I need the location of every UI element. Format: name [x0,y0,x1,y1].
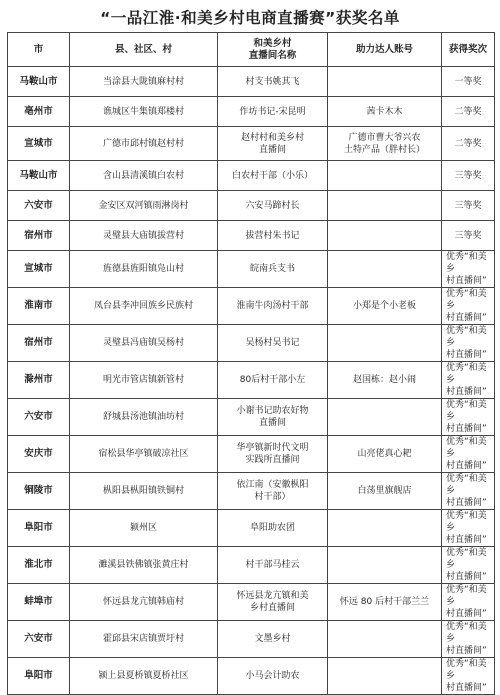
table-row [8,97,495,127]
helper-account-cell: 赵国栋：赵小闹 [328,362,442,399]
table-row [8,221,495,251]
room-name-cell: 怀远县龙亢镇和美 乡村直播间 [218,584,328,621]
city-cell: 马鞍山市 [8,67,70,97]
room-name-cell: 阜阳助农团 [218,510,328,547]
city-cell: 宿州市 [8,221,70,251]
city-cell: 淮北市 [8,547,70,584]
helper-account-cell [328,510,442,547]
header-city: 市 [8,33,70,67]
table-row [8,399,495,436]
award-cell: 优秀“和美乡 村直播间” [442,658,495,695]
room-name-cell: 村干部马桂云 [218,547,328,584]
city-cell: 滁州市 [8,362,70,399]
room-name-cell: 小谢书记助农好物 直播间 [218,399,328,436]
table-row [8,127,495,161]
room-name-cell: 华亭镇新时代文明 实践所直播间 [218,436,328,473]
city-cell: 六安市 [8,621,70,658]
award-cell: 优秀“和美乡 村直播间” [442,436,495,473]
header-room-name: 和美乡村 直播间名称 [218,33,328,67]
award-cell: 优秀“和美乡 村直播间” [442,547,495,584]
village-cell: 枞阳县枞阳镇铁铜村 [70,473,218,510]
table-row [8,658,495,695]
village-cell: 明光市管店镇新管村 [70,362,218,399]
award-cell: 优秀“和美乡 村直播间” [442,288,495,325]
room-name-cell: 文墨乡村 [218,621,328,658]
room-name-cell: 吴杨村吴书记 [218,325,328,362]
table-row [8,436,495,473]
helper-account-cell [328,325,442,362]
helper-account-cell [328,251,442,288]
table-row [8,251,495,288]
room-name-cell: 拔营村朱书记 [218,221,328,251]
award-cell: 优秀“和美乡 村直播间” [442,399,495,436]
city-cell: 宿州市 [8,325,70,362]
award-cell: 优秀“和美乡 村直播间” [442,362,495,399]
city-cell: 阜阳市 [8,658,70,695]
village-cell: 凤台县李冲回族乡民族村 [70,288,218,325]
room-name-cell: 淮南牛肉汤村干部 [218,288,328,325]
table-row [8,547,495,584]
room-name-cell: 依江南（安徽枞阳 村干部） [218,473,328,510]
helper-account-cell: 怀远 80 后村干部兰兰 [328,584,442,621]
helper-account-cell [328,67,442,97]
helper-account-cell [328,191,442,221]
award-cell: 优秀“和美乡 村直播间” [442,251,495,288]
helper-account-cell: 白荡里旗舰店 [328,473,442,510]
helper-account-cell: 小郑是个小老板 [328,288,442,325]
village-cell: 颍上县夏桥镇夏桥社区 [70,658,218,695]
room-name-cell: 赵村村和美乡村 直播间 [218,127,328,161]
city-cell: 铜陵市 [8,473,70,510]
page-title: “一品江淮·和美乡村电商直播赛”获奖名单 [100,9,400,27]
village-cell: 霍邱县宋店镇贾圩村 [70,621,218,658]
table-row [8,621,495,658]
table-body [8,67,495,695]
city-cell: 宣城市 [8,251,70,288]
village-cell: 颍州区 [70,510,218,547]
village-cell: 旌德县旌阳镇凫山村 [70,251,218,288]
village-cell: 金安区双河镇雨淋岗村 [70,191,218,221]
room-name-cell: 白农村干部（小乐） [218,161,328,191]
award-cell: 优秀“和美乡 村直播间” [442,510,495,547]
helper-account-cell: 山亮佬真心耙 [328,436,442,473]
helper-account-cell [328,161,442,191]
helper-account-cell [328,399,442,436]
city-cell: 安庆市 [8,436,70,473]
award-table [7,32,495,695]
table-row [8,584,495,621]
award-cell: 优秀“和美乡 村直播间” [442,473,495,510]
room-name-cell: 小马会计助农 [218,658,328,695]
village-cell: 舒城县汤池镇油坊村 [70,399,218,436]
city-cell: 宣城市 [8,127,70,161]
city-cell: 六安市 [8,191,70,221]
award-cell: 三等奖 [442,161,495,191]
table-row [8,473,495,510]
table-header-row [8,33,495,67]
helper-account-cell [328,221,442,251]
helper-account-cell [328,547,442,584]
city-cell: 淮南市 [8,288,70,325]
table-row [8,191,495,221]
table-row [8,510,495,547]
room-name-cell: 作坊书记-宋昆明 [218,97,328,127]
village-cell: 灵璧县冯庙镇吴杨村 [70,325,218,362]
city-cell: 蚌埠市 [8,584,70,621]
village-cell: 怀远县龙亢镇韩庙村 [70,584,218,621]
village-cell: 宿松县华亭镇破凉社区 [70,436,218,473]
header-helper-account: 助力达人账号 [328,33,442,67]
city-cell: 阜阳市 [8,510,70,547]
table-row [8,161,495,191]
village-cell: 含山县清溪镇白农村 [70,161,218,191]
award-cell: 一等奖 [442,67,495,97]
table-row [8,288,495,325]
award-cell: 优秀“和美乡 村直播间” [442,325,495,362]
award-cell: 三等奖 [442,191,495,221]
room-name-cell: 80后村干部小左 [218,362,328,399]
award-cell: 三等奖 [442,221,495,251]
table-row [8,362,495,399]
award-cell: 优秀“和美乡 村直播间” [442,584,495,621]
header-village: 县、社区、村 [70,33,218,67]
table-row [8,325,495,362]
village-cell: 谯城区牛集镇郑楼村 [70,97,218,127]
room-name-cell: 皖南兵支书 [218,251,328,288]
award-cell: 二等奖 [442,97,495,127]
village-cell: 广德市邱村镇赵村村 [70,127,218,161]
table-row [8,67,495,97]
helper-account-cell [328,658,442,695]
header-award: 获得奖次 [442,33,495,67]
helper-account-cell: 茜卡木木 [328,97,442,127]
room-name-cell: 村支书姚其飞 [218,67,328,97]
city-cell: 六安市 [8,399,70,436]
award-cell: 优秀“和美乡 村直播间” [442,621,495,658]
helper-account-cell: 广德市曹大爷兴农 土特产品（胖村长） [328,127,442,161]
village-cell: 灵璧县大庙镇拔营村 [70,221,218,251]
village-cell: 当涂县大陇镇麻村村 [70,67,218,97]
room-name-cell: 六安马蹄村长 [218,191,328,221]
village-cell: 濉溪县铁佛镇张黄庄村 [70,547,218,584]
city-cell: 亳州市 [8,97,70,127]
award-cell: 二等奖 [442,127,495,161]
helper-account-cell [328,621,442,658]
city-cell: 马鞍山市 [8,161,70,191]
